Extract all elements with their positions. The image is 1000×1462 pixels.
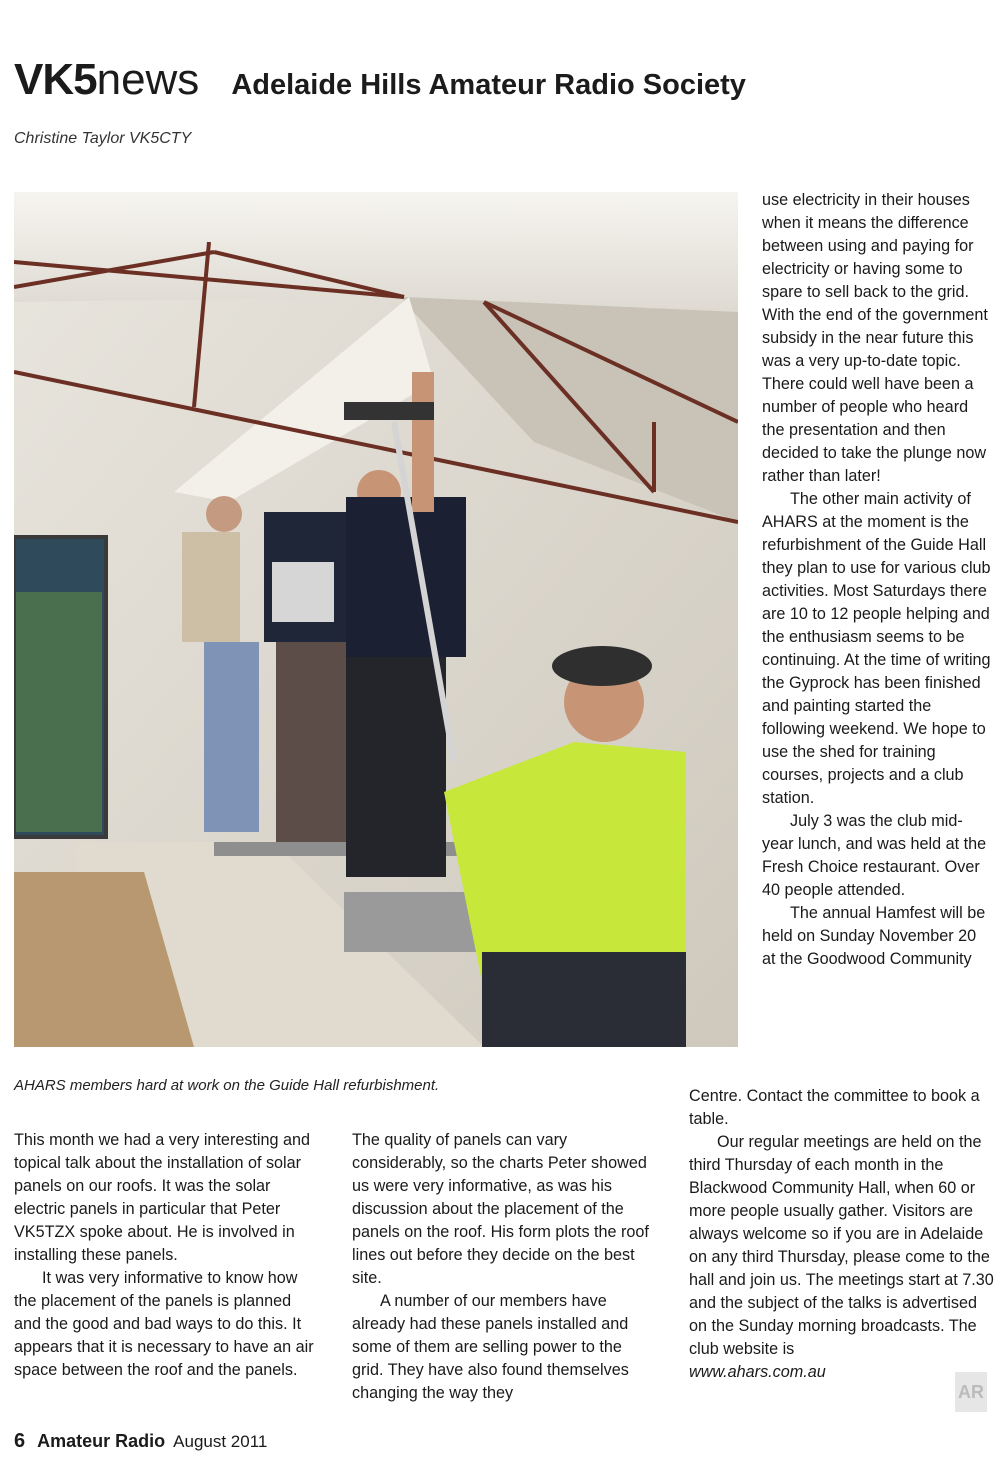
- paragraph: July 3 was the club mid-year lunch, and was held at the Fresh Choice restaurant. Over 40 people attended.: [762, 812, 987, 899]
- photo-caption: AHARS members hard at work on the Guide Hall refurbishment.: [14, 1077, 440, 1094]
- paragraph: The annual Hamfest will be held on Sunday November 20 at the Goodwood Community: [762, 904, 986, 968]
- article-column-left: [14, 1129, 320, 1382]
- article-column-middle: [352, 1129, 652, 1405]
- paragraph: The other main activity of AHARS at the moment is the refurbishment of the Guide Hall they plan to use for various club activities. Most Saturdays there are 10 to 12 people helping and the enthusiasm seems to be continuing. At the time of writing the Gyprock has been finished and painting started the following weekend. We hope to use the shed for training courses, projects and a club station.: [762, 490, 991, 807]
- article-photo: [14, 192, 738, 1047]
- paragraph: It was very informative to know how the placement of the panels is planned and the good and bad ways to do this. It appears that it is necessary to have an air space between the roof and the panels.: [14, 1269, 314, 1379]
- brand-bold: VK5: [14, 55, 97, 104]
- article-column-right-wide: [689, 1085, 994, 1384]
- ar-logo-icon: AR: [955, 1372, 987, 1412]
- magazine-name: Amateur Radio: [37, 1431, 166, 1451]
- paragraph: This month we had a very interesting and topical talk about the installation of solar panels on our roofs. It was the solar electric panels in particular that Peter VK5TZX spoke about. He is involved in installing these panels.: [14, 1131, 311, 1264]
- issue-date: August 2011: [173, 1432, 268, 1451]
- page-number: 6: [14, 1430, 26, 1452]
- paragraph: Centre. Contact the committee to book a table.: [689, 1087, 980, 1128]
- photo-of-members-working-on-ceiling-icon: [14, 192, 738, 1047]
- paragraph: Our regular meetings are held on the third Thursday of each month in the Blackwood Community Hall, when 60 or more people usually gather. Visitors are always welcome so if you are in Adelaide on any third Thursday, please come to the hall and join us. The meetings start at 7.30 and the subject of the talks is advertised on the Sunday morning broadcasts. The club website is: [689, 1133, 994, 1358]
- page-footer: [14, 1430, 267, 1453]
- masthead: [14, 55, 746, 104]
- article-column-right: [762, 189, 994, 971]
- brand-light: news: [96, 55, 200, 104]
- page-title: Adelaide Hills Amateur Radio Society: [231, 69, 746, 101]
- paragraph: The quality of panels can vary considerably, so the charts Peter showed us were very informative, as was his discussion about the placement of the panels on the roof. His form plots the roof lines out before they decide on the best site.: [352, 1131, 649, 1287]
- author-byline: Christine Taylor VK5CTY: [14, 130, 192, 147]
- section-brand: [14, 55, 200, 104]
- paragraph: A number of our members have already had these panels installed and some of them are selling power to the grid. They have also found themselves changing the way they: [352, 1292, 629, 1402]
- website-link[interactable]: www.ahars.com.au: [689, 1363, 826, 1381]
- paragraph: use electricity in their houses when it means the difference between using and paying for electricity or having some to spare to sell back to the grid. With the end of the government subsidy in the near future this was a very up-to-date topic. There could well have been a number of people who heard the presentation and then decided to take the plunge now rather than later!: [762, 191, 988, 485]
